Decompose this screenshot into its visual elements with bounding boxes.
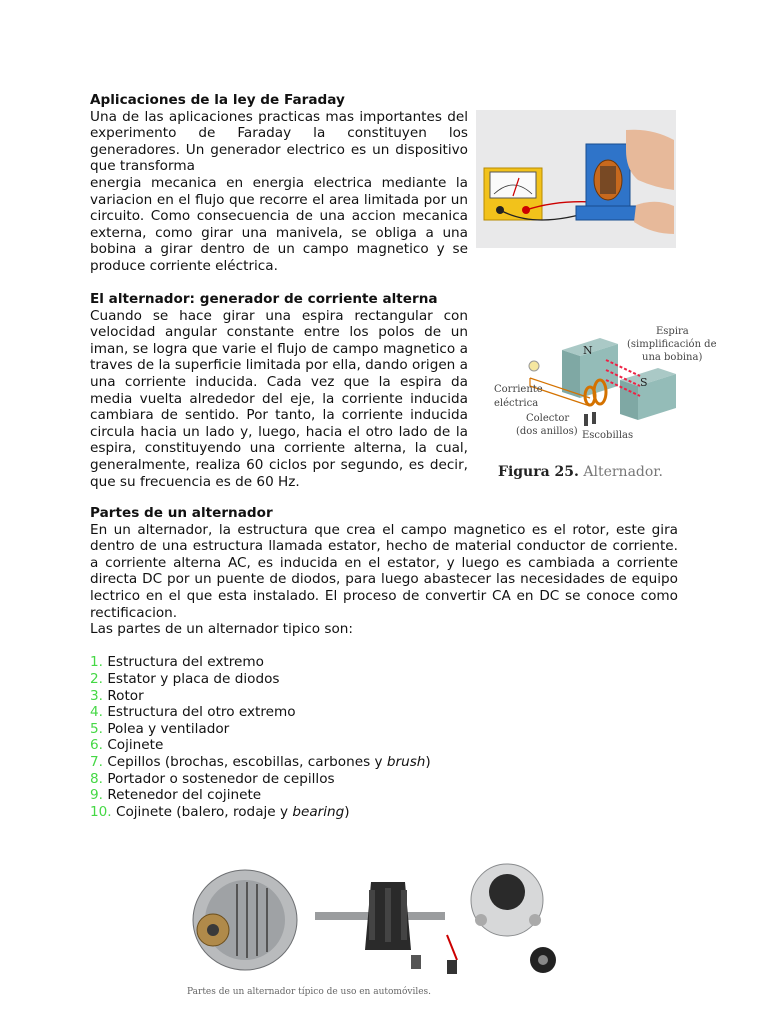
figure25-number: Figura 25. (498, 464, 579, 480)
paragraph-alternador: Cuando se hace girar una espira rectangular con velocidad angular constante entre los polos de un iman, se logra que varie el flujo de campo magnetico a traves de la superficie limitada por ella, dando origen a una corriente inducida. Cada vez que la espira da media vuelta alrededor del eje, la corriente inducida cambiara de sentido. Por tanto, la corriente inducida circula hacia un lado y, luego, hacia el otro lado de la espira, constituyendo una corriente alterna, la cual, generalmente, realiza 60 ciclos por segundo, es decir, que su frecuencia es de 60 Hz. (90, 307, 468, 490)
label-simplificacion: (simplificación de (627, 339, 717, 350)
section-partes (90, 505, 678, 820)
heading-alternador: El alternador: generador de corriente alterna (90, 291, 438, 307)
label-espira: Espira (656, 326, 689, 337)
label-dos-anillos: (dos anillos) (516, 426, 578, 437)
label-bobina: una bobina) (642, 352, 703, 363)
list-item: 5. Polea y ventilador (90, 720, 230, 737)
paragraph-partes: En un alternador, la estructura que crea el campo magnetico es el rotor, este gira dentro de una estructura llamada estator, hecho de material conductor de corriente. a corriente alterna AC, es inducida en el estator, y luego es cambiada a corriente directa DC por un puente de diodos, para luego abastecer las necesidades de equipo lectrico en el que esta instalado. El proceso de convertir CA en DC se conoce como rectificacion. (90, 521, 678, 621)
list-item: 6. Cojinete (90, 737, 164, 754)
figure25-title: Alternador. (583, 464, 663, 480)
label-corriente: Corriente (494, 384, 543, 395)
list-item: 8. Portador o sostenedor de cepillos (90, 770, 335, 787)
label-electrica: eléctrica (494, 398, 539, 409)
parts-intro: Las partes de un alternador tipico son: (90, 621, 353, 638)
label-escobillas: Escobillas (582, 430, 634, 441)
alternator-diagram (490, 320, 725, 480)
list-item: 10. Cojinete (balero, rodaje y bearing) (90, 803, 350, 820)
label-colector: Colector (526, 413, 570, 424)
list-item: 7. Cepillos (brochas, escobillas, carbones y brush) (90, 753, 431, 770)
figure25-caption (498, 464, 663, 480)
list-item: 2. Estator y placa de diodos (90, 670, 280, 687)
generator-photo (476, 110, 676, 248)
list-item: 3. Rotor (90, 687, 144, 704)
heading-faraday: Aplicaciones de la ley de Faraday (90, 92, 345, 108)
list-item: 1. Estructura del extremo (90, 654, 264, 671)
section-faraday (90, 92, 468, 275)
list-item: 4. Estructura del otro extremo (90, 704, 296, 721)
parts-caption: Partes de un alternador típico de uso en automóviles. (187, 987, 432, 997)
paragraph-faraday-a: Una de las aplicaciones practicas mas importantes del experimento de Faraday la constituyen los generadores. Un generador electrico es un dispositivo que transforma (90, 108, 468, 175)
label-n: N (583, 344, 593, 357)
heading-partes: Partes de un alternador (90, 505, 273, 521)
parts-list (90, 654, 678, 820)
label-s: S (640, 376, 648, 389)
alternator-parts-photo (185, 860, 585, 985)
paragraph-faraday-b: energia mecanica en energia electrica mediante la variacion en el flujo que recorre el area limitada por un circuito. Como consecuencia de una accion mecanica externa, como girar una manivela, se obliga a una bobina a girar dentro de un campo magnetico y se produce corriente eléctrica. (90, 174, 468, 274)
section-alternador (90, 291, 468, 490)
list-item: 9. Retenedor del cojinete (90, 787, 262, 804)
